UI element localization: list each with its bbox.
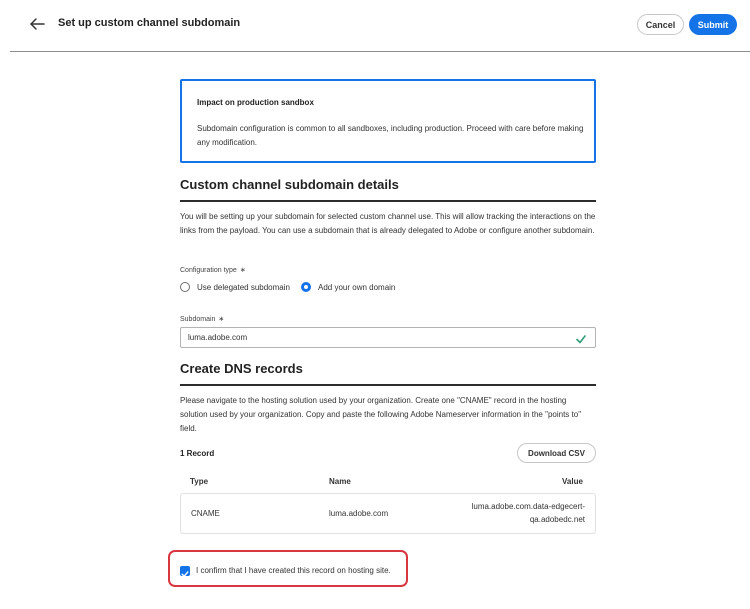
header-divider — [10, 51, 750, 52]
radio-unselected-icon — [180, 282, 190, 292]
record-value-line2[interactable]: qa.adobedc.net — [529, 515, 585, 524]
radio-add-your-own-domain[interactable] — [301, 282, 395, 292]
subdomain-input[interactable] — [180, 327, 596, 348]
record-count: 1 Record — [180, 449, 215, 458]
record-name: luma.adobe.com — [329, 509, 389, 518]
confirm-label: I confirm that I have created this record on hosting site. — [196, 566, 391, 575]
download-csv-button[interactable]: Download CSV — [517, 443, 596, 463]
subdomain-label — [180, 315, 224, 323]
confirm-record-highlight — [168, 550, 408, 587]
alert-title: Impact on production sandbox — [197, 98, 314, 107]
record-value-line1[interactable]: luma.adobe.com.data-edgecert- — [471, 502, 585, 511]
dns-records-table — [180, 493, 596, 534]
subdomain-input-value: luma.adobe.com — [188, 333, 248, 342]
required-icon: ∗ — [218, 316, 225, 323]
checkmark-icon — [180, 569, 190, 579]
dns-section-divider — [180, 384, 596, 386]
confirm-checkbox[interactable] — [180, 566, 190, 576]
page-header — [0, 0, 750, 52]
radio-label: Use delegated subdomain — [197, 282, 290, 292]
subdomain-label-text: Subdomain — [180, 316, 216, 323]
column-header-type: Type — [190, 477, 209, 486]
radio-label: Add your own domain — [318, 282, 396, 292]
page-title: Set up custom channel subdomain — [58, 17, 241, 29]
details-section-divider — [180, 200, 596, 202]
column-header-value: Value — [562, 477, 583, 486]
checkmark-icon — [575, 332, 587, 344]
configuration-type-label-text: Configuration type — [180, 267, 237, 274]
dns-section-title: Create DNS records — [180, 361, 303, 376]
cancel-button[interactable]: Cancel — [637, 14, 684, 35]
configuration-type-label — [180, 266, 246, 274]
record-type: CNAME — [191, 509, 220, 518]
radio-selected-icon — [301, 282, 311, 292]
details-section-title: Custom channel subdomain details — [180, 177, 399, 192]
alert-body: Subdomain configuration is common to all sandboxes, including production. Proceed with care before making any modification. — [197, 124, 584, 147]
details-description: You will be setting up your subdomain for selected custom channel use. This will allow tracking the interactions on the links from the payload. You can use a subdomain that is already delegated to Adobe or configure another subdomain. — [180, 212, 596, 235]
dns-description: Please navigate to the hosting solution used by your organization. Create one "CNAME" record in the hosting solution used by your organization. Copy and paste the following Adobe Nameserver information in the "points to" field. — [180, 396, 582, 433]
submit-button[interactable]: Submit — [689, 14, 737, 35]
radio-use-delegated-subdomain[interactable] — [180, 282, 290, 292]
required-icon: ∗ — [239, 267, 246, 274]
column-header-name: Name — [329, 477, 351, 486]
production-sandbox-alert — [180, 79, 596, 163]
back-arrow-icon[interactable] — [26, 13, 48, 35]
